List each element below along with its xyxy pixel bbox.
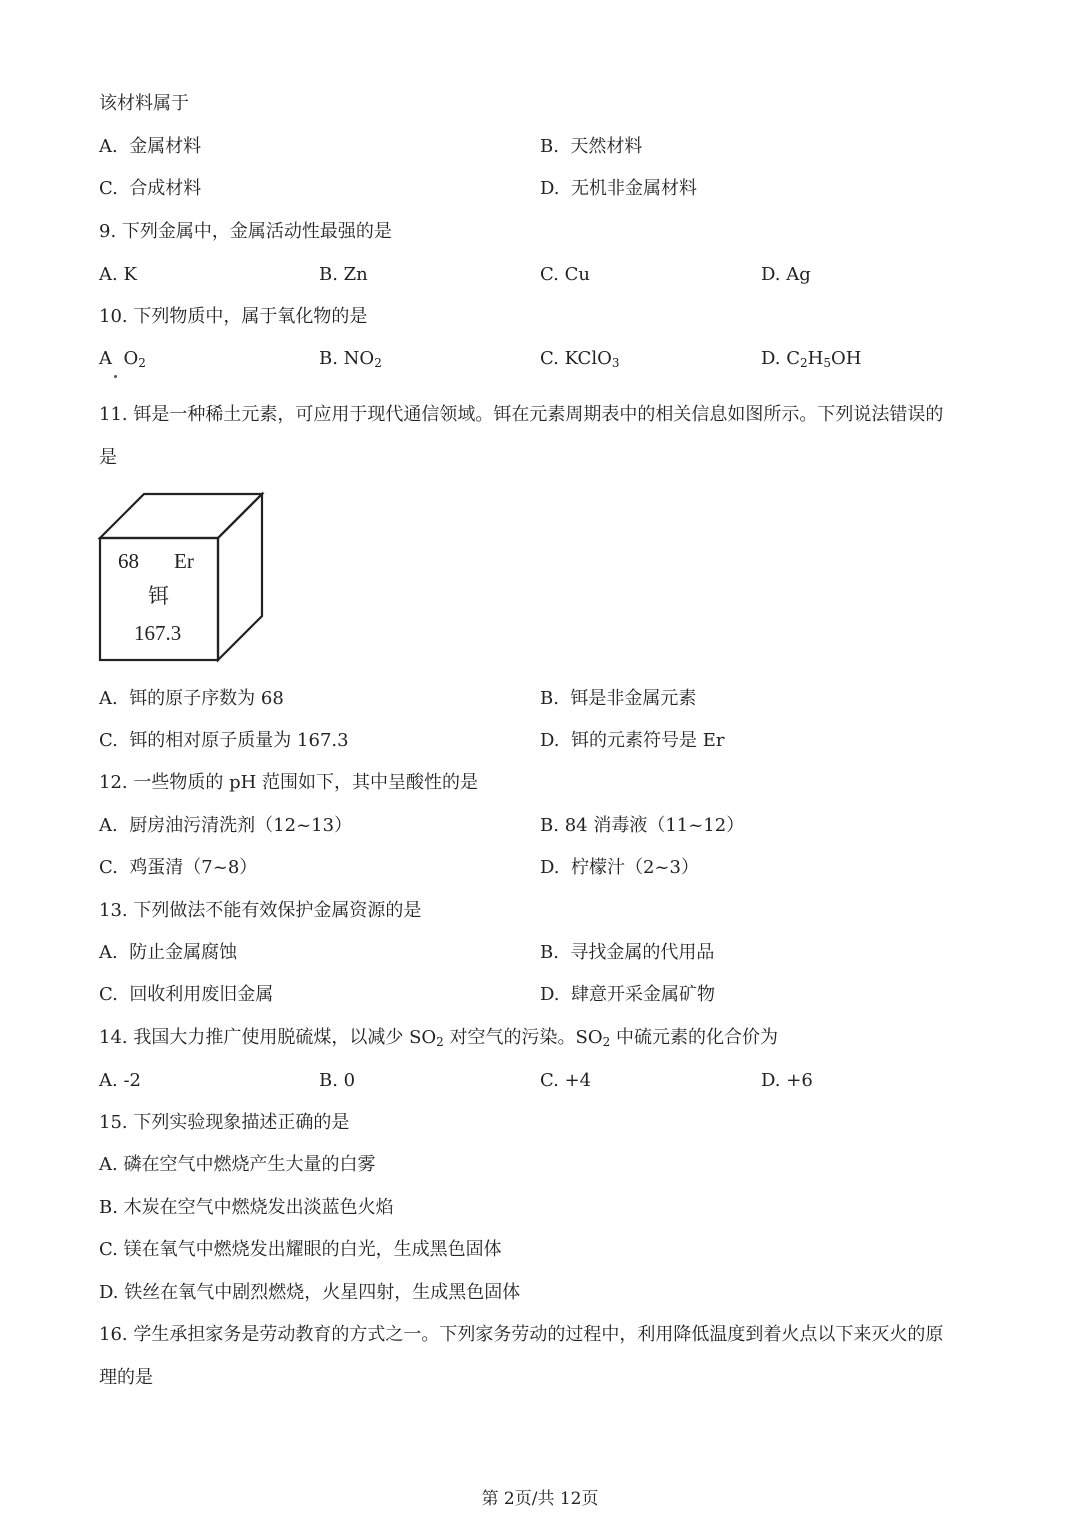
q15-stem: 15. 下列实验现象描述正确的是	[99, 1112, 350, 1133]
q8-option-b: B. 天然材料	[540, 136, 643, 157]
q16-stem-line1: 16. 学生承担家务是劳动教育的方式之一。下列家务劳动的过程中，利用降低温度到着火点以下来灭火的原	[99, 1324, 944, 1345]
q11-option-b: B. 铒是非金属元素	[540, 688, 697, 709]
q14-stem: 14. 我国大力推广使用脱硫煤，以减少 $SO_2$ 对空气的污染。$SO_2$ 中硫元素的化合价为	[99, 1027, 778, 1049]
q13-stem: 13. 下列做法不能有效保护金属资源的是	[99, 900, 422, 921]
q13-option-d: D. 肆意开采金属矿物	[540, 984, 715, 1005]
q8-option-c: C. 合成材料	[99, 178, 202, 199]
q9-option-a: A. K	[99, 264, 137, 285]
element-symbol: Er	[174, 549, 194, 573]
q16-stem-line2: 理的是	[99, 1367, 153, 1388]
q14-option-a: A. -2	[99, 1070, 141, 1091]
q9-option-b: B. Zn	[319, 264, 368, 285]
q10-option-a: A $O_2$	[99, 348, 146, 370]
q11-option-c: C. 铒的相对原子质量为 167.3	[99, 730, 349, 751]
element-name: 铒	[148, 584, 169, 608]
q14-option-c: C. +4	[540, 1070, 592, 1091]
element-atomic-number: 68	[118, 549, 139, 573]
q15-option-d: D. 铁丝在氧气中剧烈燃烧，火星四射，生成黑色固体	[99, 1282, 521, 1303]
q10-stem: 10. 下列物质中，属于氧化物的是	[99, 306, 368, 327]
element-atomic-mass: 167.3	[134, 621, 182, 645]
element-cube-figure	[96, 490, 268, 666]
q12-option-d: D. 柠檬汁（2~3）	[540, 857, 699, 878]
q9-option-d: D. Ag	[761, 264, 811, 285]
question-intro: 该材料属于	[99, 93, 189, 114]
q15-option-c: C. 镁在氧气中燃烧发出耀眼的白光，生成黑色固体	[99, 1239, 502, 1260]
q9-option-c: C. Cu	[540, 264, 590, 285]
page-number-footer: 第 2页/共 12页	[481, 1489, 599, 1509]
q12-option-c: C. 鸡蛋清（7~8）	[99, 857, 258, 878]
q15-option-a: A. 磷在空气中燃烧产生大量的白雾	[99, 1154, 376, 1175]
q11-stem-line2: 是	[99, 447, 117, 468]
q11-stem-line1: 11. 铒是一种稀土元素，可应用于现代通信领域。铒在元素周期表中的相关信息如图所示。下列说法错误的	[99, 404, 944, 425]
q9-stem: 9. 下列金属中，金属活动性最强的是	[99, 221, 392, 242]
q14-option-b: B. 0	[319, 1070, 356, 1091]
q12-option-b: B. 84 消毒液（11~12）	[540, 815, 745, 836]
q10-option-d: D. $C_2H_5OH$	[761, 348, 862, 370]
q14-option-d: D. +6	[761, 1070, 813, 1091]
q15-option-b: B. 木炭在空气中燃烧发出淡蓝色火焰	[99, 1197, 394, 1218]
stray-dot	[114, 375, 117, 378]
q12-option-a: A. 厨房油污清洗剂（12~13）	[99, 815, 353, 836]
q12-stem: 12. 一些物质的 pH 范围如下，其中呈酸性的是	[99, 772, 479, 793]
q13-option-a: A. 防止金属腐蚀	[99, 942, 238, 963]
q11-option-d: D. 铒的元素符号是 Er	[540, 730, 725, 751]
q10-option-c: C. KClO$_3$	[540, 348, 620, 370]
q10-option-b: B. $NO_2$	[319, 348, 382, 370]
q13-option-b: B. 寻找金属的代用品	[540, 942, 715, 963]
q11-option-a: A. 铒的原子序数为 68	[99, 688, 284, 709]
q8-option-d: D. 无机非金属材料	[540, 178, 697, 199]
q8-option-a: A. 金属材料	[99, 136, 202, 157]
q13-option-c: C. 回收利用废旧金属	[99, 984, 274, 1005]
